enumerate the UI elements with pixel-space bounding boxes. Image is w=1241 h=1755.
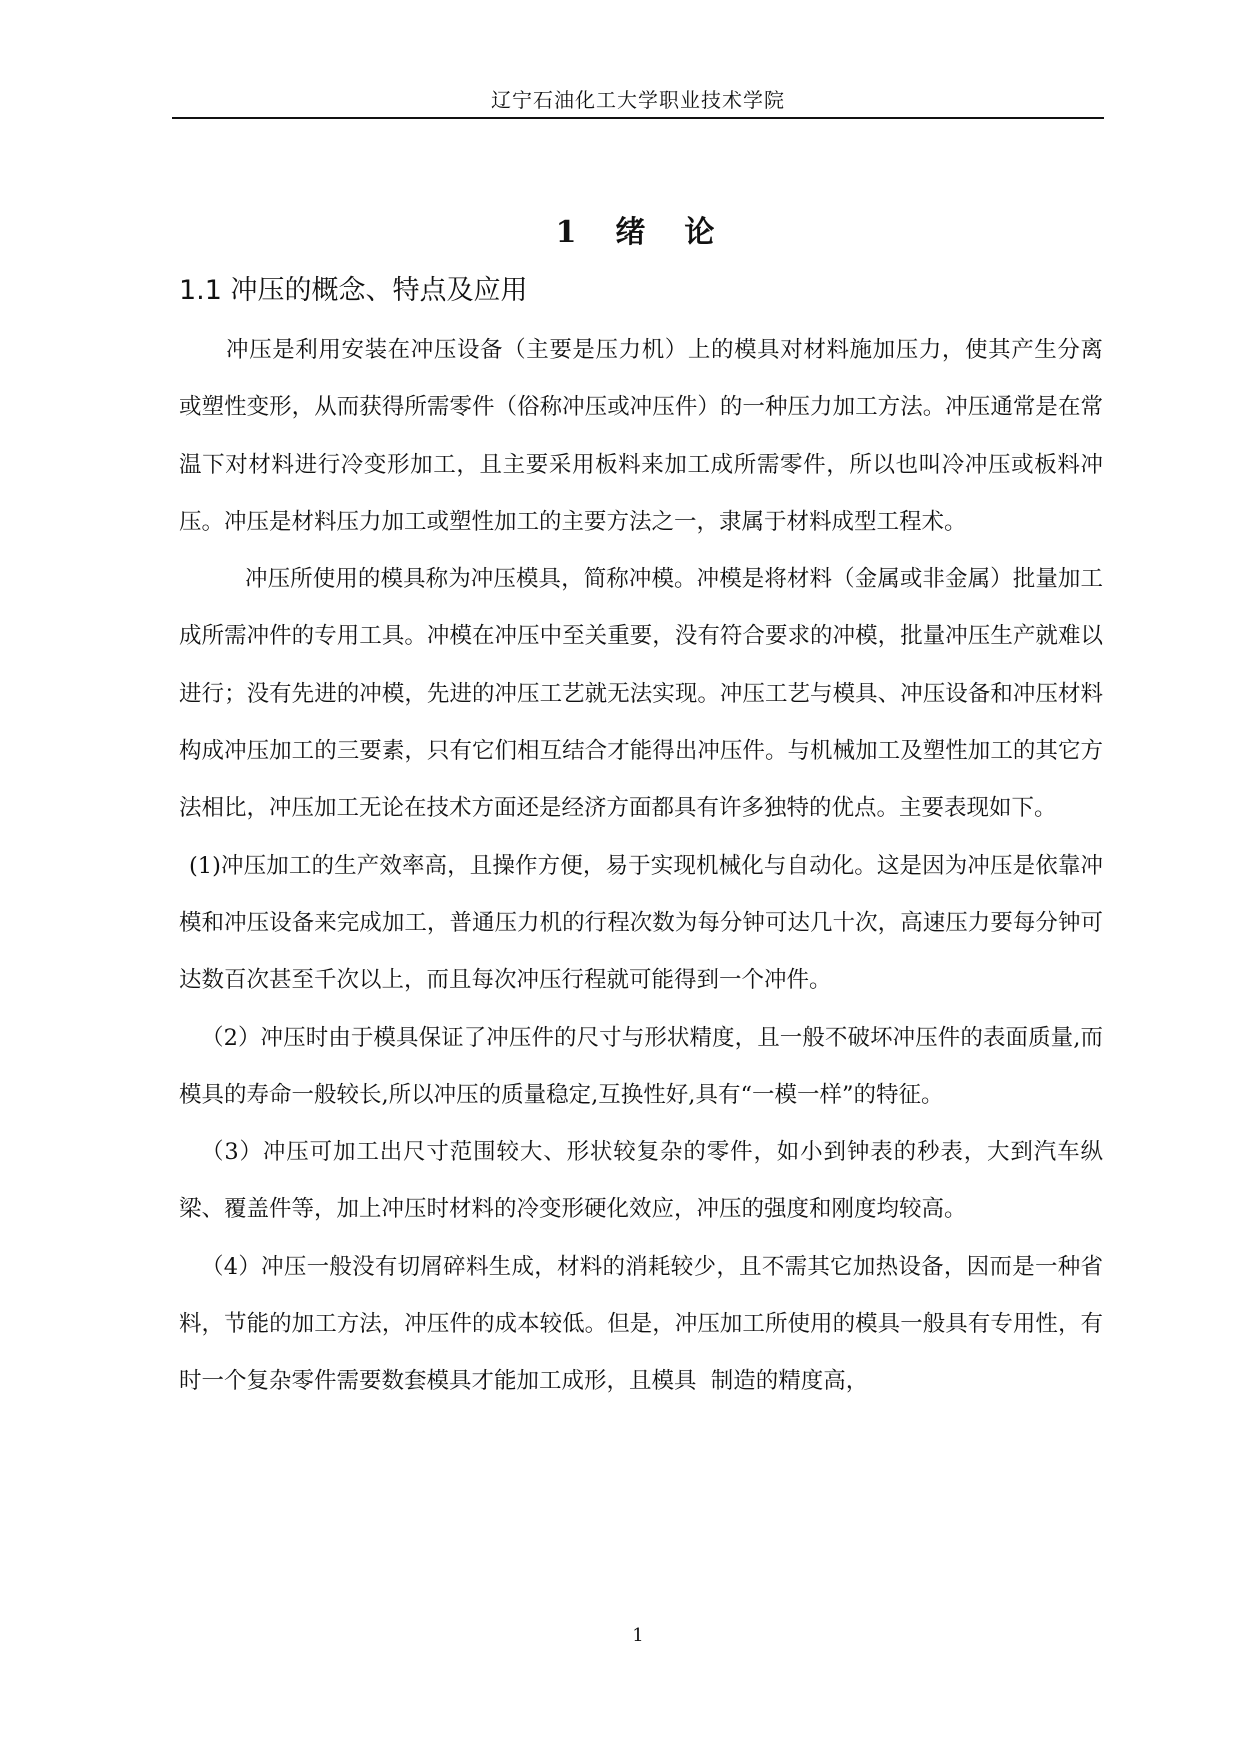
paragraph: （4）冲压一般没有切屑碎料生成，材料的消耗较少，且不需其它加热设备，因而是一种省料，节能的加工方法，冲压件的成本较低。但是，冲压加工所使用的模具一般具有专用性，有时一个复杂零件需要数套模具才能加工成形，且模具 制造的精度高， bbox=[179, 1253, 1103, 1395]
paragraph: 冲压是利用安装在冲压设备（主要是压力机）上的模具对材料施加压力，使其产生分离或塑性变形，从而获得所需零件（俗称冲压或冲压件）的一种压力加工方法。冲压通常是在常温下对材料进行冷变形加工，且主要采用板料来加工成所需零件，所以也叫冷冲压或板料冲压。冲压是材料压力加工或塑性加工的主要方法之一，隶属于材料成型工程术。 bbox=[179, 337, 1103, 535]
paragraph: （2）冲压时由于模具保证了冲压件的尺寸与形状精度，且一般不破坏冲压件的表面质量,而模具的寿命一般较长,所以冲压的质量稳定,互换性好,具有“一模一样”的特征。 bbox=[179, 1024, 1103, 1108]
paragraph: 冲压所使用的模具称为冲压模具，简称冲模。冲模是将材料（金属或非金属）批量加工成所需冲件的专用工具。冲模在冲压中至关重要，没有符合要求的冲模，批量冲压生产就难以进行；没有先进的冲模，先进的冲压工艺就无法实现。冲压工艺与模具、冲压设备和冲压材料构成冲压加工的三要素，只有它们相互结合才能得出冲压件。与机械加工及塑性加工的其它方法相比，冲压加工无论在技术方面还是经济方面都具有许多独特的优点。主要表现如下。 bbox=[179, 566, 1103, 822]
header-rule bbox=[172, 117, 1104, 119]
section-title: 1.1 冲压的概念、特点及应用 bbox=[179, 275, 528, 306]
page-header: 辽宁石油化工大学职业技术学院 bbox=[491, 88, 785, 112]
body-text bbox=[179, 322, 1103, 1411]
paragraph: （3）冲压可加工出尺寸范围较大、形状较复杂的零件，如小到钟表的秒表，大到汽车纵梁、覆盖件等，加上冲压时材料的冷变形硬化效应，冲压的强度和刚度均较高。 bbox=[179, 1139, 1103, 1223]
page-number: 1 bbox=[632, 1625, 644, 1646]
paragraph: (1)冲压加工的生产效率高，且操作方便，易于实现机械化与自动化。这是因为冲压是依靠冲模和冲压设备来完成加工，普通压力机的行程次数为每分钟可达几十次，高速压力要每分钟可达数百次甚至千次以上，而且每次冲压行程就可能得到一个冲件。 bbox=[179, 852, 1103, 994]
chapter-title: 1 绪 论 bbox=[555, 215, 721, 250]
